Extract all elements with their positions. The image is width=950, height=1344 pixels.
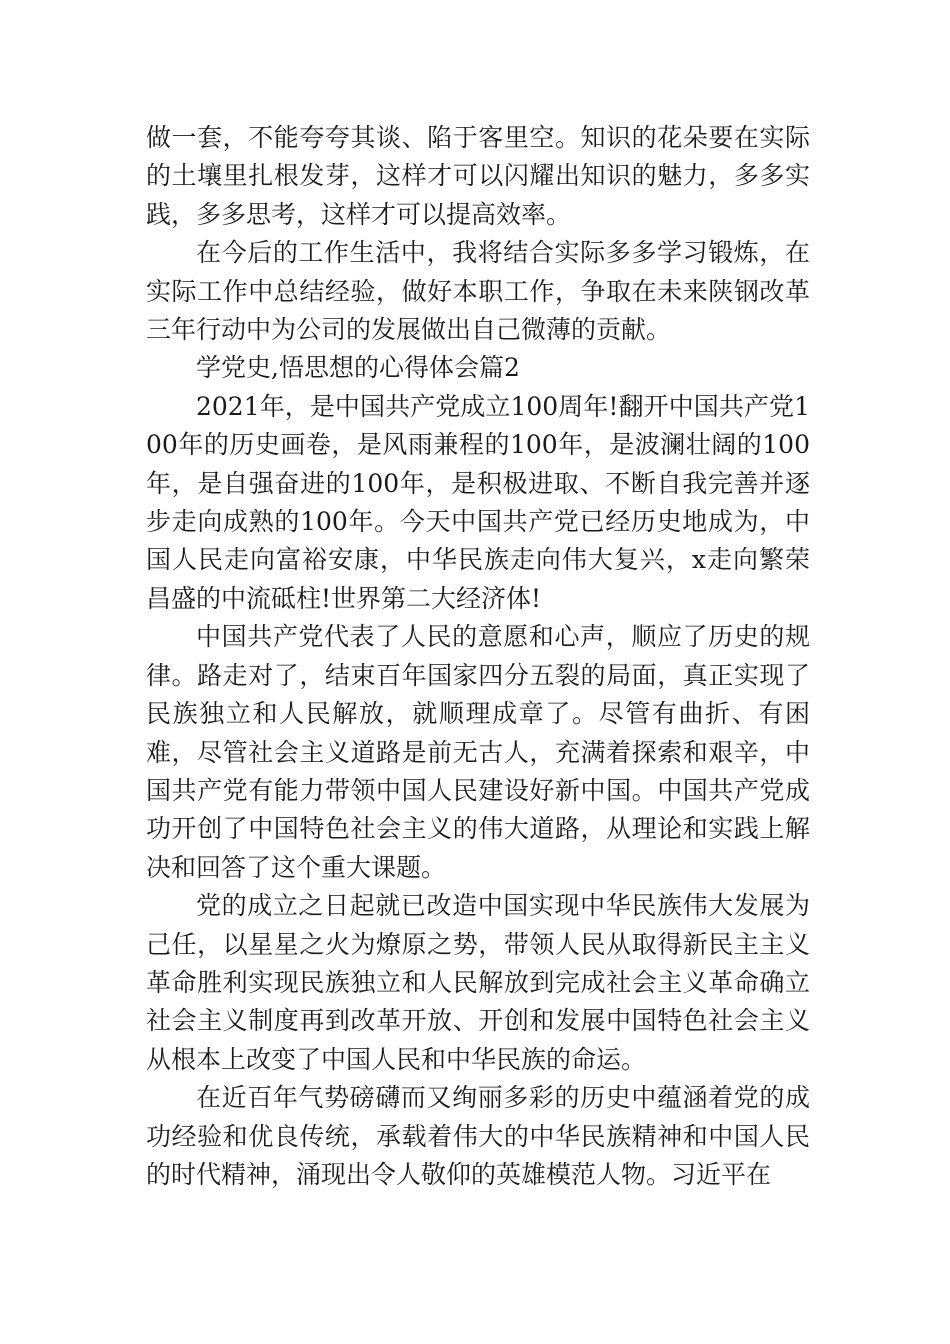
paragraph: 在近百年气势磅礴而又绚丽多彩的历史中蕴涵着党的成功经验和优良传统，承载着伟大的中华民族精神和中国人民的时代精神，涌现出令人敬仰的英雄模范人物。习近平在	[146, 1083, 810, 1189]
document-body	[146, 119, 810, 1194]
paragraph: 在今后的工作生活中，我将结合实际多多学习锻炼，在实际工作中总结经验，做好本职工作，争取在未来陕钢改革三年行动中为公司的发展做出自己微薄的贡献。	[146, 238, 810, 345]
paragraph: 中国共产党代表了人民的意愿和心声，顺应了历史的规律。路走对了，结束百年国家四分五裂的局面，真正实现了民族独立和人民解放，就顺理成章了。尽管有曲折、有困难，尽管社会主义道路是前无古人，充满着探索和艰辛，中国共产党有能力带领中国人民建设好新中国。中国共产党成功开创了中国特色社会主义的伟大道路，从理论和实践上解决和回答了这个重大课题。	[146, 622, 810, 882]
paragraph: 2021年，是中国共产党成立100周年!翻开中国共产党100年的历史画卷，是风雨兼程的100年，是波澜壮阔的100年，是自强奋进的100年，是积极进取、不断自我完善并逐步走向成熟的100年。今天中国共产党已经历史地成为，中国人民走向富裕安康，中华民族走向伟大复兴，x走向繁荣昌盛的中流砥柱!世界第二大经济体!	[146, 391, 810, 613]
paragraph-continuation: 做一套，不能夸夸其谈、陷于客里空。知识的花朵要在实际的土壤里扎根发芽，这样才可以闪耀出知识的魅力，多多实践，多多思考，这样才可以提高效率。	[146, 123, 810, 229]
section-heading: 学党史,悟思想的心得体会篇2	[196, 353, 520, 383]
paragraph: 党的成立之日起就已改造中国实现中华民族伟大发展为己任，以星星之火为燎原之势，带领人民从取得新民主主义革命胜利实现民族独立和人民解放到完成社会主义革命确立社会主义制度再到改革开放、开创和发展中国特色社会主义从根本上改变了中国人民和中华民族的命运。	[146, 891, 810, 1074]
